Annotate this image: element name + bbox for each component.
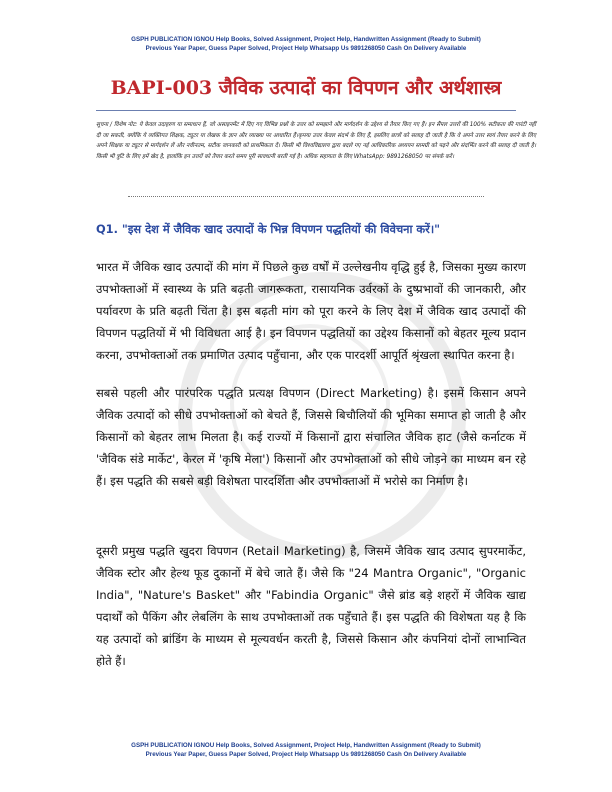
notice-divider [128,196,484,197]
header-line-1: GSPH PUBLICATION IGNOU Help Books, Solved Assignment, Project Help, Handwritten Assignment (Ready to Submit) [131,36,481,43]
document-title: BAPI-003 जैविक उत्पादों का विपणन और अर्थशास्त्र [110,77,502,99]
answer-paragraph-2: सबसे पहली और पारंपरिक पद्धति प्रत्यक्ष विपणन (Direct Marketing) है। इसमें किसान अपने जैविक उत्पादों को सीधे उपभोक्ताओं को बेचते हैं, जिससे बिचौलियों की भूमिका समाप्त हो जाती है और किसानों को बेहतर लाभ मिलता है। कई राज्यों में किसानों द्वारा संचालित जैविक हाट (जैसे कर्नाटक में 'जैविक संडे मार्केट', केरल में 'कृषि मेला') किसानों और उपभोक्ताओं को सीधे जोड़ने का माध्यम बन रहे हैं। इस पद्धति की सबसे बड़ी विशेषता पारदर्शिता और उपभोक्ताओं में भरोसे का निर्माण है। [96,386,526,488]
footer-line-1: GSPH PUBLICATION IGNOU Help Books, Solved Assignment, Project Help, Handwritten Assignment (Ready to Submit) [131,742,481,749]
title-divider [96,110,516,111]
page-footer [0,742,612,759]
question-heading: Q1. "इस देश में जैविक खाद उत्पादों के भिन्न विपणन पद्धतियों की विवेचना करें।" [96,222,441,236]
header-line-2: Previous Year Paper, Guess Paper Solved, Project Help Whatsapp Us 9891268050 Cash On Delivery Available [145,44,467,52]
answer-paragraph-1: भारत में जैविक खाद उत्पादों की मांग में पिछले कुछ वर्षों में उल्लेखनीय वृद्धि हुई है, जिसका मुख्य कारण उपभोक्ताओं में स्वास्थ्य के प्रति बढ़ती जागरूकता, रासायनिक उर्वरकों के दुष्प्रभावों की जानकारी, और पर्यावरण के प्रति बढ़ती चिंता है। इस बढ़ती मांग को पूरा करने के लिए देश में जैविक खाद उत्पादों की विपणन पद्धतियों में भी विविधता आई है। इन विपणन पद्धतियों का उद्देश्य किसानों को बेहतर मूल्य प्रदान करना, उपभोक्ताओं तक प्रमाणित उत्पाद पहुँचाना, और एक पारदर्शी आपूर्ति श्रृंखला स्थापित करना है। [96,260,526,362]
answer-paragraph-3: दूसरी प्रमुख पद्धति खुदरा विपणन (Retail Marketing) है, जिसमें जैविक खाद उत्पाद सुपरमार्केट, जैविक स्टोर और हेल्थ फूड दुकानों में बेचे जाते हैं। जैसे कि "24 Mantra Organic", "Organic India", "Nature's Basket" और "Fabindia Organic" जैसे ब्रांड बड़े शहरों में जैविक खाद्य पदार्थों को पैकिंग और लेबलिंग के साथ उपभोक्ताओं तक पहुँचाते हैं। इस पद्धति की विशेषता यह है कि यह उत्पादों को ब्रांडिंग के माध्यम से मूल्यवर्धन करती है, जिससे किसान और कंपनियां दोनों लाभान्वित होते हैं। [96,544,526,668]
disclaimer-notice: सूचना / विशेष नोट: ये केवल उदाहरण या समाधान हैं, जो असाइनमेंट में दिए गए विभिन्न प्रश्नों के उत्तर को समझाने और मार्गदर्शन के उद्देश्य से तैयार किए गए हैं। इन सैंपल उत्तरों की 100% सटीकता की गारंटी नहीं दी जा सकती, क्योंकि ये व्यक्तिगत शिक्षक, ट्यूटर या लेखक के ज्ञान और व्याख्या पर आधारित हैं।कृपया उत्तर केवल संदर्भ के लिए हैं, इसलिए छात्रों को सलाह दी जाती है कि वे अपने उत्तर स्वयं तैयार करने के लिए अपने शिक्षक या ट्यूटर से मार्गदर्शन लें और नवीनतम, सटीक जानकारी को प्राथमिकता दें। किसी भी विश्वविद्यालय द्वारा बदले गए नई आधिकारिक अध्ययन सामग्री को पढ़ने और संदर्भित करने की सलाह दी जाती है। किसी भी त्रुटि के लिए हमें खेद है, हालांकि इन उत्तरों को तैयार करते समय पूरी सावधानी बरती गई है। अधिक सहायता के लिए WhatsApp: 9891268050 पर संपर्क करें। [96,122,536,161]
page-header [0,36,612,53]
footer-line-2: Previous Year Paper, Guess Paper Solved, Project Help Whatsapp Us 9891268050 Cash On Delivery Available [145,750,467,758]
